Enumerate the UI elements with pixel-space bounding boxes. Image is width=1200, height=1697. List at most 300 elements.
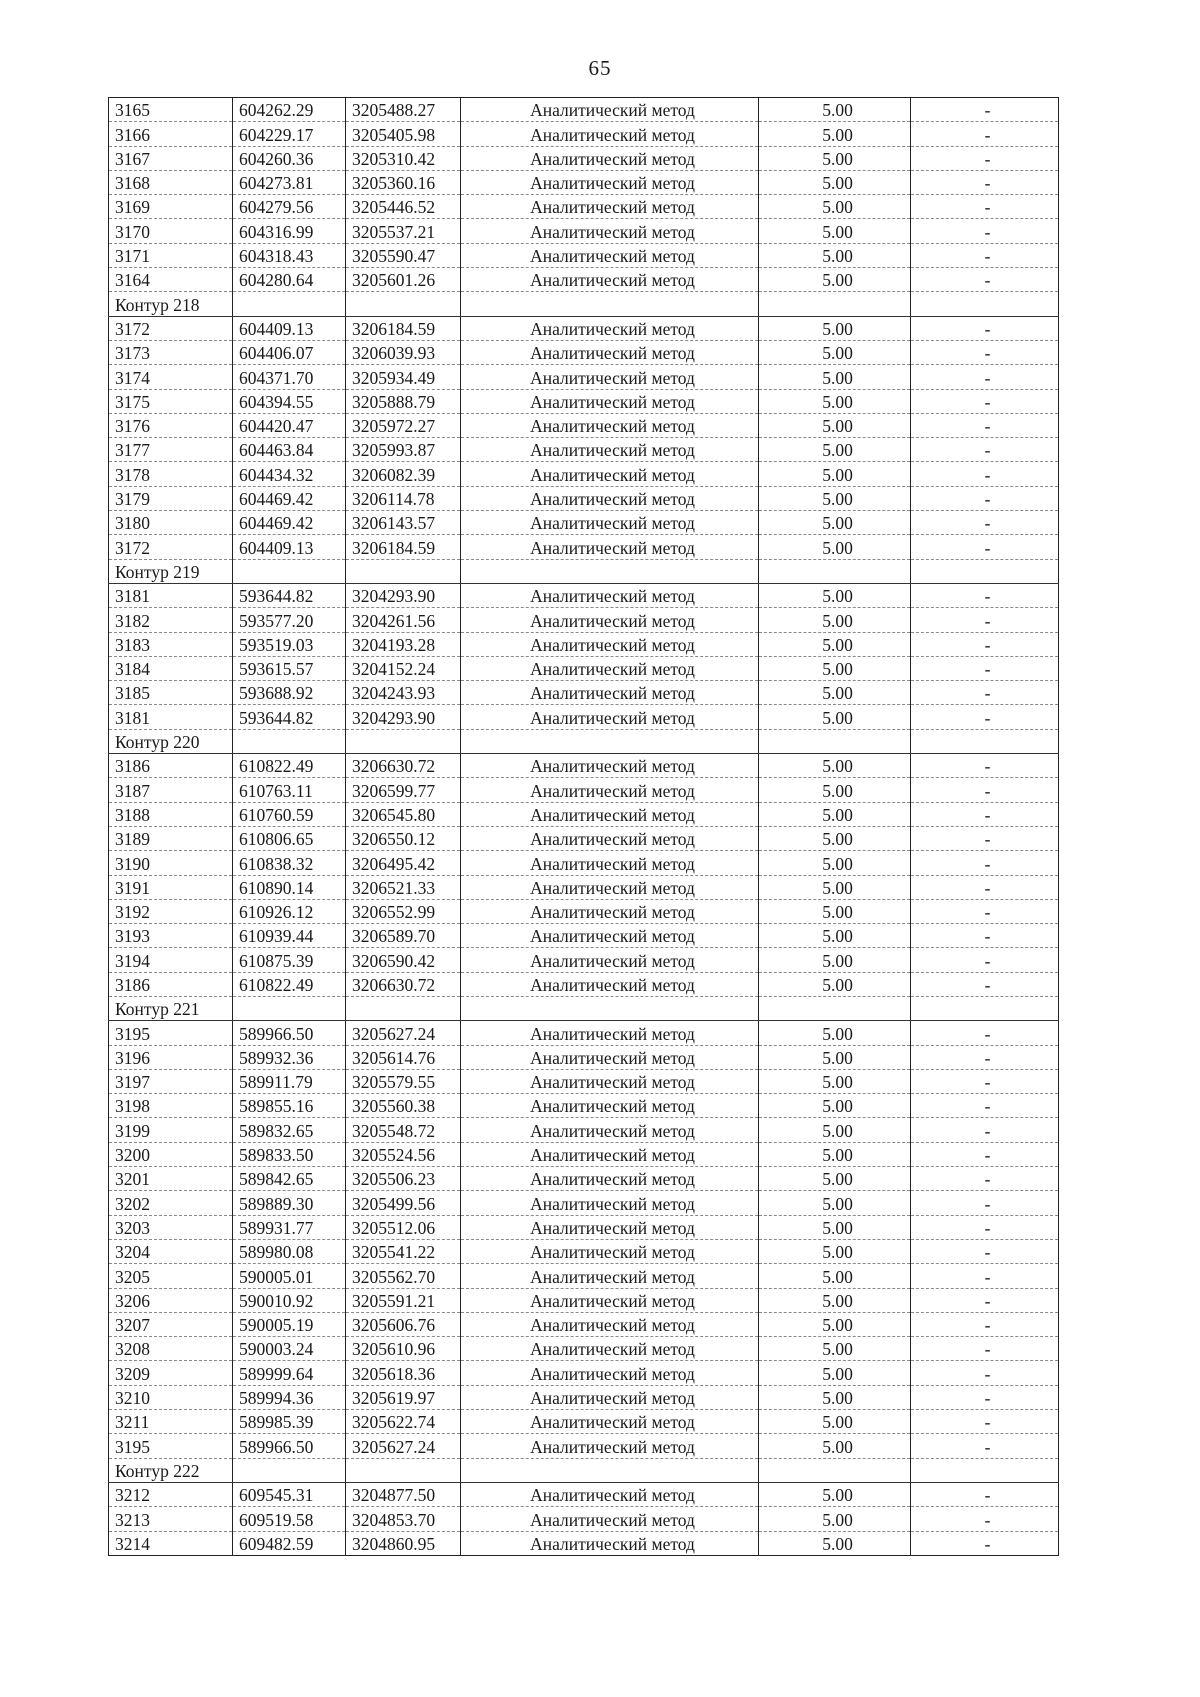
x-coordinate-cell: 604409.13	[233, 535, 346, 559]
x-coordinate-cell: 604406.07	[233, 340, 346, 364]
method-cell: Аналитический метод	[461, 583, 759, 607]
x-coordinate-cell: 593644.82	[233, 705, 346, 729]
x-coordinate-cell: 589994.36	[233, 1385, 346, 1409]
x-coordinate-cell: 589842.65	[233, 1167, 346, 1191]
y-coordinate-cell: 3204293.90	[346, 583, 461, 607]
method-cell: Аналитический метод	[461, 1118, 759, 1142]
description-cell: -	[911, 1312, 1059, 1336]
x-coordinate-cell: 589833.50	[233, 1142, 346, 1166]
description-cell: -	[911, 1094, 1059, 1118]
y-coordinate-cell: 3205512.06	[346, 1215, 461, 1239]
precision-cell: 5.00	[759, 948, 911, 972]
method-cell: Аналитический метод	[461, 219, 759, 243]
x-coordinate-cell: 604316.99	[233, 219, 346, 243]
table-row	[109, 413, 1059, 437]
description-cell: -	[911, 924, 1059, 948]
description-cell: -	[911, 1142, 1059, 1166]
precision-cell: 5.00	[759, 462, 911, 486]
x-coordinate-cell: 610822.49	[233, 754, 346, 778]
precision-cell: 5.00	[759, 1531, 911, 1555]
point-number-cell: 3178	[109, 462, 233, 486]
table-row	[109, 340, 1059, 364]
point-number-cell: 3186	[109, 754, 233, 778]
table-row	[109, 802, 1059, 826]
y-coordinate-cell: 3206184.59	[346, 316, 461, 340]
table-row	[109, 1021, 1059, 1045]
precision-cell: 5.00	[759, 195, 911, 219]
x-coordinate-cell: 604229.17	[233, 122, 346, 146]
point-number-cell: 3168	[109, 170, 233, 194]
precision-cell: 5.00	[759, 316, 911, 340]
y-coordinate-cell: 3206082.39	[346, 462, 461, 486]
y-coordinate-cell: 3204152.24	[346, 656, 461, 680]
description-cell: -	[911, 122, 1059, 146]
table-row	[109, 899, 1059, 923]
description-cell: -	[911, 681, 1059, 705]
precision-cell: 5.00	[759, 1361, 911, 1385]
y-coordinate-cell: 3205591.21	[346, 1288, 461, 1312]
x-coordinate-cell: 610806.65	[233, 826, 346, 850]
x-coordinate-cell: 604463.84	[233, 438, 346, 462]
table-row	[109, 243, 1059, 267]
method-cell: Аналитический метод	[461, 511, 759, 535]
method-cell: Аналитический метод	[461, 1239, 759, 1263]
precision-cell: 5.00	[759, 1118, 911, 1142]
table-row	[109, 122, 1059, 146]
precision-cell: 5.00	[759, 1385, 911, 1409]
table-row	[109, 1239, 1059, 1263]
x-coordinate-cell: 610939.44	[233, 924, 346, 948]
precision-cell: 5.00	[759, 681, 911, 705]
point-number-cell: 3187	[109, 778, 233, 802]
precision-cell: 5.00	[759, 802, 911, 826]
table-row	[109, 438, 1059, 462]
x-coordinate-cell: 604280.64	[233, 268, 346, 292]
table-row	[109, 608, 1059, 632]
description-cell: -	[911, 972, 1059, 996]
empty-cell	[759, 729, 911, 753]
y-coordinate-cell: 3205888.79	[346, 389, 461, 413]
table-row	[109, 778, 1059, 802]
table-row	[109, 1215, 1059, 1239]
method-cell: Аналитический метод	[461, 340, 759, 364]
point-number-cell: 3189	[109, 826, 233, 850]
method-cell: Аналитический метод	[461, 1167, 759, 1191]
point-number-cell: 3193	[109, 924, 233, 948]
precision-cell: 5.00	[759, 268, 911, 292]
method-cell: Аналитический метод	[461, 1215, 759, 1239]
precision-cell: 5.00	[759, 365, 911, 389]
x-coordinate-cell: 589999.64	[233, 1361, 346, 1385]
precision-cell: 5.00	[759, 146, 911, 170]
precision-cell: 5.00	[759, 754, 911, 778]
table-row	[109, 170, 1059, 194]
empty-cell	[461, 729, 759, 753]
precision-cell: 5.00	[759, 1021, 911, 1045]
point-number-cell: 3169	[109, 195, 233, 219]
description-cell: -	[911, 1288, 1059, 1312]
point-number-cell: 3176	[109, 413, 233, 437]
x-coordinate-cell: 590010.92	[233, 1288, 346, 1312]
x-coordinate-cell: 593644.82	[233, 583, 346, 607]
y-coordinate-cell: 3206590.42	[346, 948, 461, 972]
description-cell: -	[911, 583, 1059, 607]
method-cell: Аналитический метод	[461, 1434, 759, 1458]
table-row	[109, 1045, 1059, 1069]
description-cell: -	[911, 340, 1059, 364]
precision-cell: 5.00	[759, 632, 911, 656]
point-number-cell: 3172	[109, 535, 233, 559]
table-row	[109, 1531, 1059, 1555]
point-number-cell: 3200	[109, 1142, 233, 1166]
precision-cell: 5.00	[759, 1094, 911, 1118]
empty-cell	[461, 559, 759, 583]
x-coordinate-cell: 610763.11	[233, 778, 346, 802]
empty-cell	[759, 559, 911, 583]
x-coordinate-cell: 593615.57	[233, 656, 346, 680]
x-coordinate-cell: 604260.36	[233, 146, 346, 170]
precision-cell: 5.00	[759, 1264, 911, 1288]
description-cell: -	[911, 802, 1059, 826]
empty-cell	[233, 292, 346, 316]
table-row	[109, 1361, 1059, 1385]
description-cell: -	[911, 899, 1059, 923]
y-coordinate-cell: 3205934.49	[346, 365, 461, 389]
method-cell: Аналитический метод	[461, 1410, 759, 1434]
point-number-cell: 3174	[109, 365, 233, 389]
method-cell: Аналитический метод	[461, 1045, 759, 1069]
table-row	[109, 924, 1059, 948]
x-coordinate-cell: 589932.36	[233, 1045, 346, 1069]
x-coordinate-cell: 593688.92	[233, 681, 346, 705]
y-coordinate-cell: 3205579.55	[346, 1069, 461, 1093]
contour-header-row	[109, 1458, 1059, 1482]
empty-cell	[233, 559, 346, 583]
method-cell: Аналитический метод	[461, 1385, 759, 1409]
x-coordinate-cell: 610875.39	[233, 948, 346, 972]
point-number-cell: 3180	[109, 511, 233, 535]
table-row	[109, 1482, 1059, 1506]
y-coordinate-cell: 3205548.72	[346, 1118, 461, 1142]
point-number-cell: 3210	[109, 1385, 233, 1409]
precision-cell: 5.00	[759, 875, 911, 899]
description-cell: -	[911, 146, 1059, 170]
table-row	[109, 146, 1059, 170]
point-number-cell: 3177	[109, 438, 233, 462]
method-cell: Аналитический метод	[461, 1021, 759, 1045]
y-coordinate-cell: 3206495.42	[346, 851, 461, 875]
description-cell: -	[911, 875, 1059, 899]
method-cell: Аналитический метод	[461, 438, 759, 462]
table-row	[109, 268, 1059, 292]
description-cell: -	[911, 1239, 1059, 1263]
method-cell: Аналитический метод	[461, 1337, 759, 1361]
description-cell: -	[911, 948, 1059, 972]
y-coordinate-cell: 3206552.99	[346, 899, 461, 923]
point-number-cell: 3209	[109, 1361, 233, 1385]
precision-cell: 5.00	[759, 438, 911, 462]
method-cell: Аналитический метод	[461, 146, 759, 170]
method-cell: Аналитический метод	[461, 268, 759, 292]
method-cell: Аналитический метод	[461, 486, 759, 510]
y-coordinate-cell: 3206630.72	[346, 972, 461, 996]
precision-cell: 5.00	[759, 389, 911, 413]
x-coordinate-cell: 589985.39	[233, 1410, 346, 1434]
point-number-cell: 3205	[109, 1264, 233, 1288]
empty-cell	[759, 996, 911, 1020]
y-coordinate-cell: 3205614.76	[346, 1045, 461, 1069]
point-number-cell: 3208	[109, 1337, 233, 1361]
y-coordinate-cell: 3205619.97	[346, 1385, 461, 1409]
x-coordinate-cell: 610760.59	[233, 802, 346, 826]
precision-cell: 5.00	[759, 972, 911, 996]
y-coordinate-cell: 3206143.57	[346, 511, 461, 535]
precision-cell: 5.00	[759, 1337, 911, 1361]
y-coordinate-cell: 3205488.27	[346, 98, 461, 122]
x-coordinate-cell: 589832.65	[233, 1118, 346, 1142]
table-row	[109, 681, 1059, 705]
description-cell: -	[911, 486, 1059, 510]
method-cell: Аналитический метод	[461, 754, 759, 778]
method-cell: Аналитический метод	[461, 1264, 759, 1288]
description-cell: -	[911, 1215, 1059, 1239]
precision-cell: 5.00	[759, 608, 911, 632]
y-coordinate-cell: 3204860.95	[346, 1531, 461, 1555]
method-cell: Аналитический метод	[461, 1191, 759, 1215]
table-row	[109, 389, 1059, 413]
description-cell: -	[911, 1531, 1059, 1555]
precision-cell: 5.00	[759, 924, 911, 948]
x-coordinate-cell: 589855.16	[233, 1094, 346, 1118]
contour-label: Контур 222	[109, 1458, 233, 1482]
y-coordinate-cell: 3205541.22	[346, 1239, 461, 1263]
y-coordinate-cell: 3205622.74	[346, 1410, 461, 1434]
method-cell: Аналитический метод	[461, 413, 759, 437]
y-coordinate-cell: 3205993.87	[346, 438, 461, 462]
table-row	[109, 972, 1059, 996]
point-number-cell: 3203	[109, 1215, 233, 1239]
x-coordinate-cell: 610822.49	[233, 972, 346, 996]
table-row	[109, 1434, 1059, 1458]
precision-cell: 5.00	[759, 98, 911, 122]
method-cell: Аналитический метод	[461, 851, 759, 875]
method-cell: Аналитический метод	[461, 1094, 759, 1118]
method-cell: Аналитический метод	[461, 1312, 759, 1336]
empty-cell	[346, 559, 461, 583]
x-coordinate-cell: 604279.56	[233, 195, 346, 219]
point-number-cell: 3212	[109, 1482, 233, 1506]
method-cell: Аналитический метод	[461, 608, 759, 632]
table-row	[109, 1385, 1059, 1409]
description-cell: -	[911, 826, 1059, 850]
precision-cell: 5.00	[759, 1312, 911, 1336]
table-row	[109, 219, 1059, 243]
x-coordinate-cell: 604469.42	[233, 511, 346, 535]
empty-cell	[461, 996, 759, 1020]
empty-cell	[346, 996, 461, 1020]
point-number-cell: 3207	[109, 1312, 233, 1336]
precision-cell: 5.00	[759, 1482, 911, 1506]
y-coordinate-cell: 3205618.36	[346, 1361, 461, 1385]
point-number-cell: 3199	[109, 1118, 233, 1142]
description-cell: -	[911, 608, 1059, 632]
precision-cell: 5.00	[759, 219, 911, 243]
empty-cell	[233, 729, 346, 753]
table-row	[109, 851, 1059, 875]
table-row	[109, 511, 1059, 535]
method-cell: Аналитический метод	[461, 1361, 759, 1385]
method-cell: Аналитический метод	[461, 1142, 759, 1166]
x-coordinate-cell: 609545.31	[233, 1482, 346, 1506]
table-row	[109, 875, 1059, 899]
precision-cell: 5.00	[759, 243, 911, 267]
point-number-cell: 3186	[109, 972, 233, 996]
precision-cell: 5.00	[759, 899, 911, 923]
point-number-cell: 3206	[109, 1288, 233, 1312]
point-number-cell: 3202	[109, 1191, 233, 1215]
description-cell: -	[911, 851, 1059, 875]
x-coordinate-cell: 589911.79	[233, 1069, 346, 1093]
table-row	[109, 462, 1059, 486]
point-number-cell: 3175	[109, 389, 233, 413]
point-number-cell: 3195	[109, 1021, 233, 1045]
description-cell: -	[911, 1045, 1059, 1069]
x-coordinate-cell: 610926.12	[233, 899, 346, 923]
empty-cell	[911, 1458, 1059, 1482]
description-cell: -	[911, 365, 1059, 389]
method-cell: Аналитический метод	[461, 462, 759, 486]
method-cell: Аналитический метод	[461, 535, 759, 559]
description-cell: -	[911, 462, 1059, 486]
y-coordinate-cell: 3205524.56	[346, 1142, 461, 1166]
description-cell: -	[911, 705, 1059, 729]
x-coordinate-cell: 610890.14	[233, 875, 346, 899]
precision-cell: 5.00	[759, 170, 911, 194]
point-number-cell: 3181	[109, 705, 233, 729]
table-row	[109, 1069, 1059, 1093]
x-coordinate-cell: 604371.70	[233, 365, 346, 389]
precision-cell: 5.00	[759, 1167, 911, 1191]
method-cell: Аналитический метод	[461, 1288, 759, 1312]
table-row	[109, 1142, 1059, 1166]
x-coordinate-cell: 604273.81	[233, 170, 346, 194]
point-number-cell: 3182	[109, 608, 233, 632]
point-number-cell: 3196	[109, 1045, 233, 1069]
x-coordinate-cell: 590003.24	[233, 1337, 346, 1361]
method-cell: Аналитический метод	[461, 899, 759, 923]
x-coordinate-cell: 589966.50	[233, 1434, 346, 1458]
precision-cell: 5.00	[759, 1069, 911, 1093]
point-number-cell: 3194	[109, 948, 233, 972]
method-cell: Аналитический метод	[461, 632, 759, 656]
empty-cell	[759, 292, 911, 316]
point-number-cell: 3204	[109, 1239, 233, 1263]
coordinates-table-body	[109, 98, 1059, 1556]
y-coordinate-cell: 3205360.16	[346, 170, 461, 194]
description-cell: -	[911, 1069, 1059, 1093]
x-coordinate-cell: 609519.58	[233, 1507, 346, 1531]
precision-cell: 5.00	[759, 511, 911, 535]
method-cell: Аналитический метод	[461, 1531, 759, 1555]
empty-cell	[759, 1458, 911, 1482]
x-coordinate-cell: 589966.50	[233, 1021, 346, 1045]
precision-cell: 5.00	[759, 1288, 911, 1312]
method-cell: Аналитический метод	[461, 98, 759, 122]
table-row	[109, 1167, 1059, 1191]
y-coordinate-cell: 3205405.98	[346, 122, 461, 146]
x-coordinate-cell: 604434.32	[233, 462, 346, 486]
point-number-cell: 3165	[109, 98, 233, 122]
description-cell: -	[911, 754, 1059, 778]
y-coordinate-cell: 3206550.12	[346, 826, 461, 850]
point-number-cell: 3185	[109, 681, 233, 705]
method-cell: Аналитический метод	[461, 681, 759, 705]
y-coordinate-cell: 3205627.24	[346, 1434, 461, 1458]
table-row	[109, 656, 1059, 680]
x-coordinate-cell: 610838.32	[233, 851, 346, 875]
description-cell: -	[911, 316, 1059, 340]
description-cell: -	[911, 511, 1059, 535]
point-number-cell: 3170	[109, 219, 233, 243]
method-cell: Аналитический метод	[461, 705, 759, 729]
point-number-cell: 3167	[109, 146, 233, 170]
description-cell: -	[911, 1361, 1059, 1385]
description-cell: -	[911, 1021, 1059, 1045]
x-coordinate-cell: 609482.59	[233, 1531, 346, 1555]
x-coordinate-cell: 604469.42	[233, 486, 346, 510]
point-number-cell: 3197	[109, 1069, 233, 1093]
method-cell: Аналитический метод	[461, 1482, 759, 1506]
description-cell: -	[911, 1410, 1059, 1434]
y-coordinate-cell: 3206521.33	[346, 875, 461, 899]
table-row	[109, 1312, 1059, 1336]
description-cell: -	[911, 1118, 1059, 1142]
table-row	[109, 948, 1059, 972]
point-number-cell: 3166	[109, 122, 233, 146]
contour-header-row	[109, 996, 1059, 1020]
y-coordinate-cell: 3206114.78	[346, 486, 461, 510]
table-row	[109, 1118, 1059, 1142]
empty-cell	[911, 559, 1059, 583]
precision-cell: 5.00	[759, 1507, 911, 1531]
precision-cell: 5.00	[759, 1045, 911, 1069]
description-cell: -	[911, 438, 1059, 462]
x-coordinate-cell: 590005.19	[233, 1312, 346, 1336]
method-cell: Аналитический метод	[461, 389, 759, 413]
method-cell: Аналитический метод	[461, 802, 759, 826]
x-coordinate-cell: 589980.08	[233, 1239, 346, 1263]
y-coordinate-cell: 3206630.72	[346, 754, 461, 778]
y-coordinate-cell: 3205627.24	[346, 1021, 461, 1045]
point-number-cell: 3179	[109, 486, 233, 510]
table-row	[109, 1410, 1059, 1434]
description-cell: -	[911, 778, 1059, 802]
point-number-cell: 3181	[109, 583, 233, 607]
point-number-cell: 3183	[109, 632, 233, 656]
page-number: 65	[588, 56, 612, 80]
contour-header-row	[109, 559, 1059, 583]
description-cell: -	[911, 243, 1059, 267]
precision-cell: 5.00	[759, 1239, 911, 1263]
contour-header-row	[109, 292, 1059, 316]
precision-cell: 5.00	[759, 122, 911, 146]
table-row	[109, 1507, 1059, 1531]
point-number-cell: 3190	[109, 851, 233, 875]
x-coordinate-cell: 590005.01	[233, 1264, 346, 1288]
coordinates-table	[108, 97, 1059, 1556]
y-coordinate-cell: 3205606.76	[346, 1312, 461, 1336]
y-coordinate-cell: 3206599.77	[346, 778, 461, 802]
